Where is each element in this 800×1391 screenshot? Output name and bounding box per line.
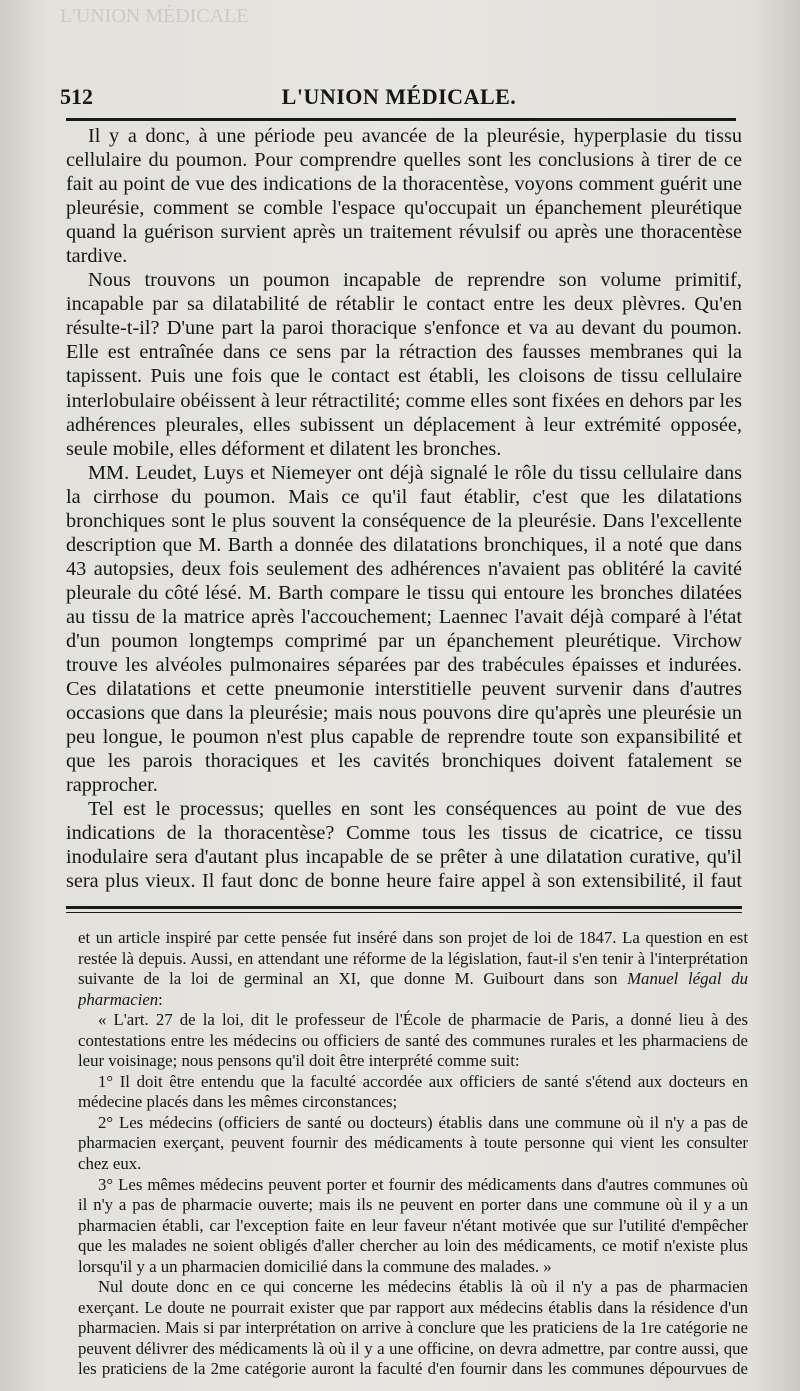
footnote-paragraph: 1° Il doit être entendu que la faculté accordée aux officiers de santé s'étend aux docteurs en médecine placés dans les mêmes circonstances; bbox=[78, 1071, 748, 1112]
running-header bbox=[60, 78, 738, 114]
book-title: Manuel légal du pharmacien bbox=[78, 969, 748, 1009]
page-number: 512 bbox=[60, 84, 93, 109]
footnote-intro bbox=[78, 928, 748, 1010]
footnote-paragraph: 2° Les médecins (officiers de santé ou docteurs) établis dans une commune où il n'y a pas de pharmacien exerçant, peuvent fournir des médicaments à toute personne qui vient les consulter chez eux. bbox=[78, 1112, 748, 1174]
running-title: L'UNION MÉDICALE. bbox=[281, 84, 517, 109]
header-rule bbox=[66, 118, 736, 121]
separator-rule-thick bbox=[66, 906, 742, 909]
main-paragraph: Tel est le processus; quelles en sont les conséquences au point de vue des indications de la thoracentèse? Comme tous les tissus de cicatrice, ce tissu inodulaire sera d'autant plus incapable de se prêter à une dilatation curative, qu'il sera plus vieux. Il faut donc de bonne heure faire appel à son extensibilité, il faut bbox=[66, 798, 742, 893]
bleed-through-text: L'UNION MÉDICALE bbox=[60, 5, 249, 27]
main-text bbox=[66, 124, 742, 896]
footnote-paragraph: 3° Les mêmes médecins peuvent porter et fournir des médicaments dans d'autres communes où il n'y a pas de pharmacie ouverte; mais ils ne peuvent en porter dans une commune où il y a un pharmacien établi, car l'exception faite en leur faveur n'étant motivée que sur l'utilité d'empêcher que les malades ne soient obligés d'aller chercher au loin des médicaments, ce motif n'existe plus lorsqu'il y a un pharmacien domicilié dans la commune des malades. » bbox=[78, 1174, 748, 1276]
separator-rule-thin bbox=[66, 912, 742, 913]
main-paragraph: Nous trouvons un poumon incapable de reprendre son volume primitif, incapable par sa dilatabilité de rétablir le contact entre les deux plèvres. Qu'en résulte-t-il? D'une part la paroi thoracique s'enfonce et va au devant du poumon. Elle est entraînée dans ce sens par la rétraction des fausses membranes qui la tapissent. Puis une fois que le contact est établi, les cloisons de tissu cellulaire interlobulaire obéissent à leur rétractilité; comme elles sont fixées en dehors par les adhérences pleurales, elles subissent un déplacement à leur extrémité opposée, seule mobile, elles déforment et dilatent les bronches. bbox=[66, 269, 742, 460]
footnote-paragraph: Nul doute donc en ce qui concerne les médecins établis là où il n'y a pas de pharmacien exerçant. Le doute ne pourrait exister que par rapport aux médecins établis dans la résidence d'un pharmacien. Mais si par interprétation on arrive à conclure que les praticiens de la 1re catégorie ne peuvent délivrer des médicaments là où il y a une officine, on devra admettre, par contre aussi, que les praticiens de la 2me catégorie auront la faculté d'en fournir dans les communes dépourvues de bbox=[78, 1277, 748, 1378]
main-paragraph: Il y a donc, à une période peu avancée de la pleurésie, hyperplasie du tissu cellulaire du poumon. Pour comprendre quelles sont les conclusions à tirer de ce fait au point de vue des indications de la thoracentèse, voyons comment guérit une pleurésie, comment se comble l'espace qu'occupait un épanchement pleurétique quand la guérison survient après un traitement révulsif ou après une thoracentèse tardive. bbox=[66, 125, 742, 268]
main-paragraph: MM. Leudet, Luys et Niemeyer ont déjà signalé le rôle du tissu cellulaire dans la cirrhose du poumon. Mais ce qu'il faut établir, c'est que les dilatations bronchiques sont le plus souvent la conséquence de la pleurésie. Dans l'excellente description que M. Barth a donnée des dilatations bronchiques, il a noté que dans 43 autopsies, deux fois seulement des adhérences n'avaient pas oblitéré la cavité pleurale du côté lésé. M. Barth compare le tissu qui entoure les bronches dilatées au tissu de la matrice après l'accouchement; Laennec l'avait déjà comparé à l'état d'un poumon longtemps comprimé par un épanchement pleurétique. Virchow trouve les alvéoles pulmonaires séparées par des trabécules épaisses et indurées. Ces dilatations et cette pneumonie interstitielle peuvent survenir dans d'autres occasions que dans la pleurésie; mais nous pouvons dire qu'après une pleurésie un peu longue, le poumon n'est plus capable de reprendre toute son expansibilité et que les parois thoraciques et les cavités bronchiques doivent fatalement se rapprocher. bbox=[66, 461, 742, 797]
footnote-intro-text: et un article inspiré par cette pensée fut inséré dans son projet de loi de 1847. La question en est restée là depuis. Aussi, en attendant une réforme de la législation, faut-il s'en tenir à l'interprétation suivante de la loi de germinal an XI, que donne M. Guibourt dans son bbox=[78, 928, 748, 989]
footnote-intro-end: : bbox=[158, 989, 163, 1009]
footnote-paragraph: « L'art. 27 de la loi, dit le professeur de l'École de pharmacie de Paris, a donné lieu à des contestations entre les médecins ou officiers de santé des communes rurales et les pharmaciens de leur voisinage; nous pensons qu'il doit être interprété comme suit: bbox=[78, 1010, 748, 1071]
footnote-text bbox=[78, 928, 748, 1378]
